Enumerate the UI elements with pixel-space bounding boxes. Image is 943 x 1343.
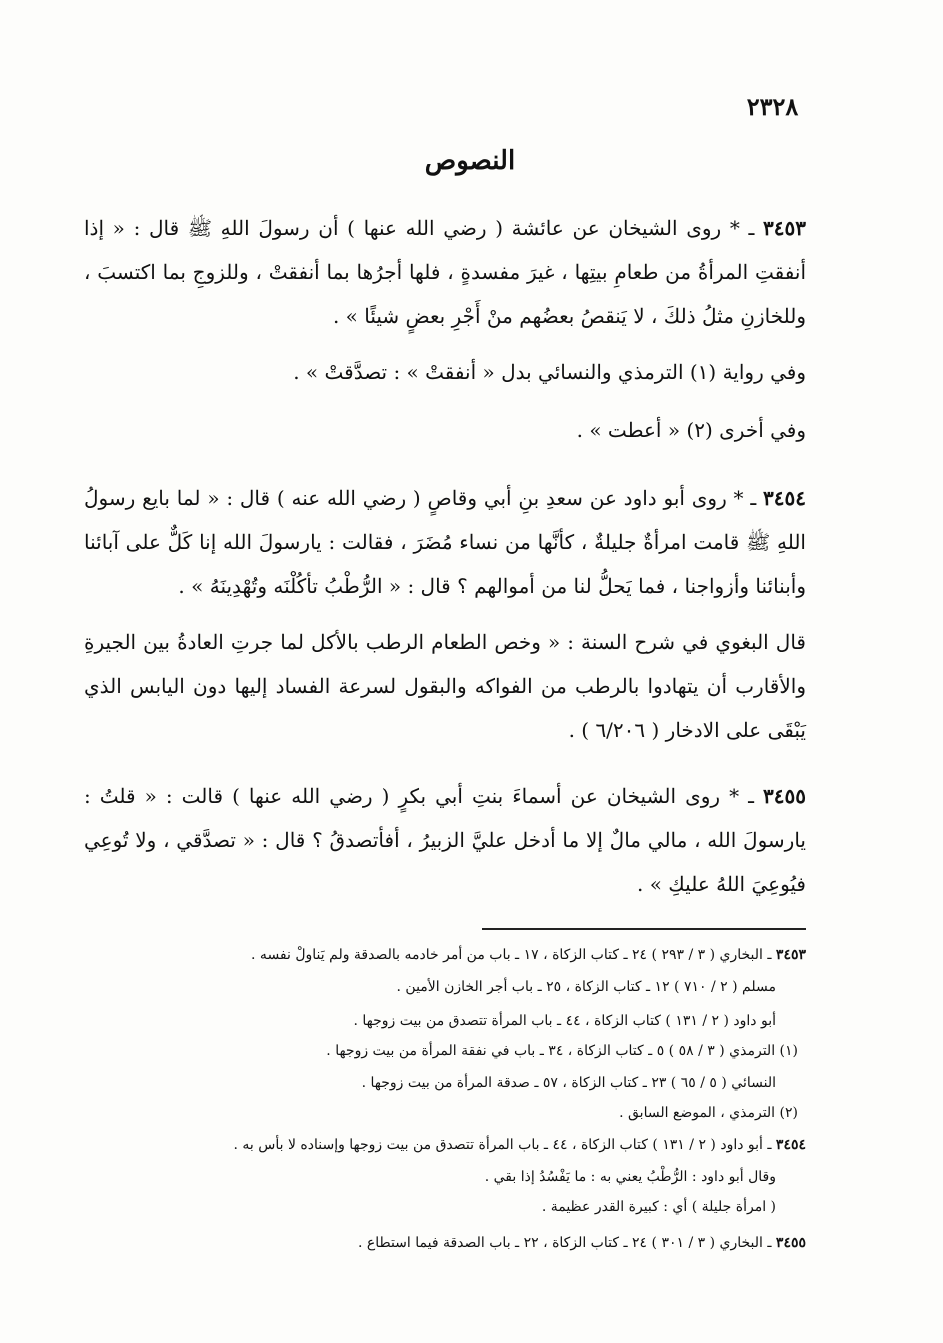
footnote-text: وقال أبو داود : الرُّطْبُ يعني به : ما يَفْسُدُ إذا بقي . bbox=[484, 1169, 776, 1185]
footnote-text: ـ البخاري ( ٣ / ٢٩٣ ) ٢٤ ـ كتاب الزكاة ، ١٧ ـ باب من أمر خادمه بالصدقة ولم يَناولْ نفسه . bbox=[251, 947, 776, 963]
page-number: ٢٣٢٨ bbox=[746, 92, 799, 121]
footnote-line bbox=[150, 944, 806, 966]
hadith-number: ٣٤٥٥ bbox=[763, 784, 806, 808]
footnote-line bbox=[150, 1010, 776, 1032]
footnote-divider bbox=[482, 928, 806, 930]
footnote-text: ـ البخاري ( ٣ / ٣٠١ ) ٢٤ ـ كتاب الزكاة ، ٢٢ ـ باب الصدقة فيما استطاع . bbox=[357, 1235, 776, 1251]
hadith-3455 bbox=[84, 774, 806, 906]
hadith-3453-variant-1: وفي رواية (١) الترمذي والنسائي بدل « أنفقتْ » : تصدَّقتْ » . bbox=[293, 360, 806, 384]
hadith-text: ـ * روى الشيخان عن أسماءَ بنتِ أبي بكرٍ ( رضي الله عنها ) قالت : « قلتُ : يارسولَ الله ، مالي مالٌ إلا ما أدخل عليَّ الزبيرُ ، أفأتصدقُ ؟ قال : « تصدَّقي ، ولا تُوعِي فيُوعِيَ اللهُ عليكِ » . bbox=[84, 784, 806, 896]
footnote-line bbox=[150, 976, 776, 998]
footnote-ref: ٣٤٥٤ bbox=[775, 1137, 806, 1153]
hadith-3454-commentary: قال البغوي في شرح السنة : « وخص الطعام الرطب بالأكل لما جرتِ العادةُ بين الجيرةِ والأقارب أن يتهادوا بالرطب من الفواكه والبقول لسرعة الفساد إليها دون اليابس الذي يَبْقَى على الادخار ( ٦/٢٠٦ ) . bbox=[84, 630, 806, 742]
hadith-number: ٣٤٥٣ bbox=[763, 216, 806, 240]
footnote-text: (٢) الترمذي ، الموضع السابق . bbox=[619, 1105, 798, 1121]
hadith-number: ٣٤٥٤ bbox=[763, 486, 806, 510]
footnote-text: ـ أبو داود ( ٢ / ١٣١ ) كتاب الزكاة ، ٤٤ ـ باب المرأة تتصدق من بيت زوجها وإسناده لا بأس به . bbox=[233, 1137, 776, 1153]
section-title: النصوص bbox=[424, 146, 516, 176]
hadith-text: ـ * روى الشيخان عن عائشة ( رضي الله عنها ) أن رسولَ اللهِ ﷺ قال : « إذا أنفقتِ المرأةُ من طعامِ بيتِها ، غيرَ مفسدةٍ ، فلها أجرُها بما أنفقتْ ، وللزوجِ بما اكتسبَ ، وللخازنِ مثلُ ذلكَ ، لا يَنقصُ بعضُهم منْ أَجْرِ بعضٍ شيئًا » . bbox=[84, 216, 806, 328]
footnote-line bbox=[150, 1232, 806, 1254]
footnote-ref: ٣٤٥٣ bbox=[775, 947, 806, 963]
footnote-text: (١) الترمذي ( ٣ / ٥٨ ) ٥ ـ كتاب الزكاة ، ٣٤ ـ باب في نفقة المرأة من بيت زوجها . bbox=[326, 1043, 798, 1059]
footnote-text: ( امرأة جليلة ) أي : كبيرة القدر عظيمة . bbox=[541, 1199, 776, 1215]
footnote-line bbox=[150, 1040, 798, 1062]
hadith-3453-variant-2: وفي أخرى (٢) « أعطت » . bbox=[576, 418, 806, 442]
footnote-line bbox=[150, 1072, 776, 1094]
hadith-3454 bbox=[84, 476, 806, 608]
footnote-text: النسائي ( ٥ / ٦٥ ) ٢٣ ـ كتاب الزكاة ، ٥٧ ـ صدقة المرأة من بيت زوجها . bbox=[361, 1075, 776, 1091]
footnote-text: أبو داود ( ٢ / ١٣١ ) كتاب الزكاة ، ٤٤ ـ باب المرأة تتصدق من بيت زوجها . bbox=[353, 1013, 776, 1029]
footnote-line bbox=[150, 1134, 806, 1156]
footnote-line bbox=[150, 1196, 776, 1218]
hadith-text: ـ * روى أبو داود عن سعدِ بنِ أبي وقاصٍ ( رضي الله عنه ) قال : « لما بايع رسولُ اللهِ ﷺ قامت امرأةٌ جليلةٌ ، كأنَّها من نساء مُضَرَ ، فقالت : يارسولَ الله إنا كَلٌّ على آبائنا وأبنائنا وأزواجنا ، فما يَحلُّ لنا من أموالهم ؟ قال : « الرُّطْبُ تأكُلْنَه وتُهْدِينَهُ » . bbox=[84, 486, 806, 598]
footnote-text: مسلم ( ٢ / ٧١٠ ) ١٢ ـ كتاب الزكاة ، ٢٥ ـ باب أجر الخازن الأمين . bbox=[396, 979, 776, 995]
footnote-line bbox=[150, 1166, 776, 1188]
footnote-ref: ٣٤٥٥ bbox=[775, 1235, 806, 1251]
hadith-3453 bbox=[84, 206, 806, 338]
footnote-line bbox=[150, 1102, 798, 1124]
